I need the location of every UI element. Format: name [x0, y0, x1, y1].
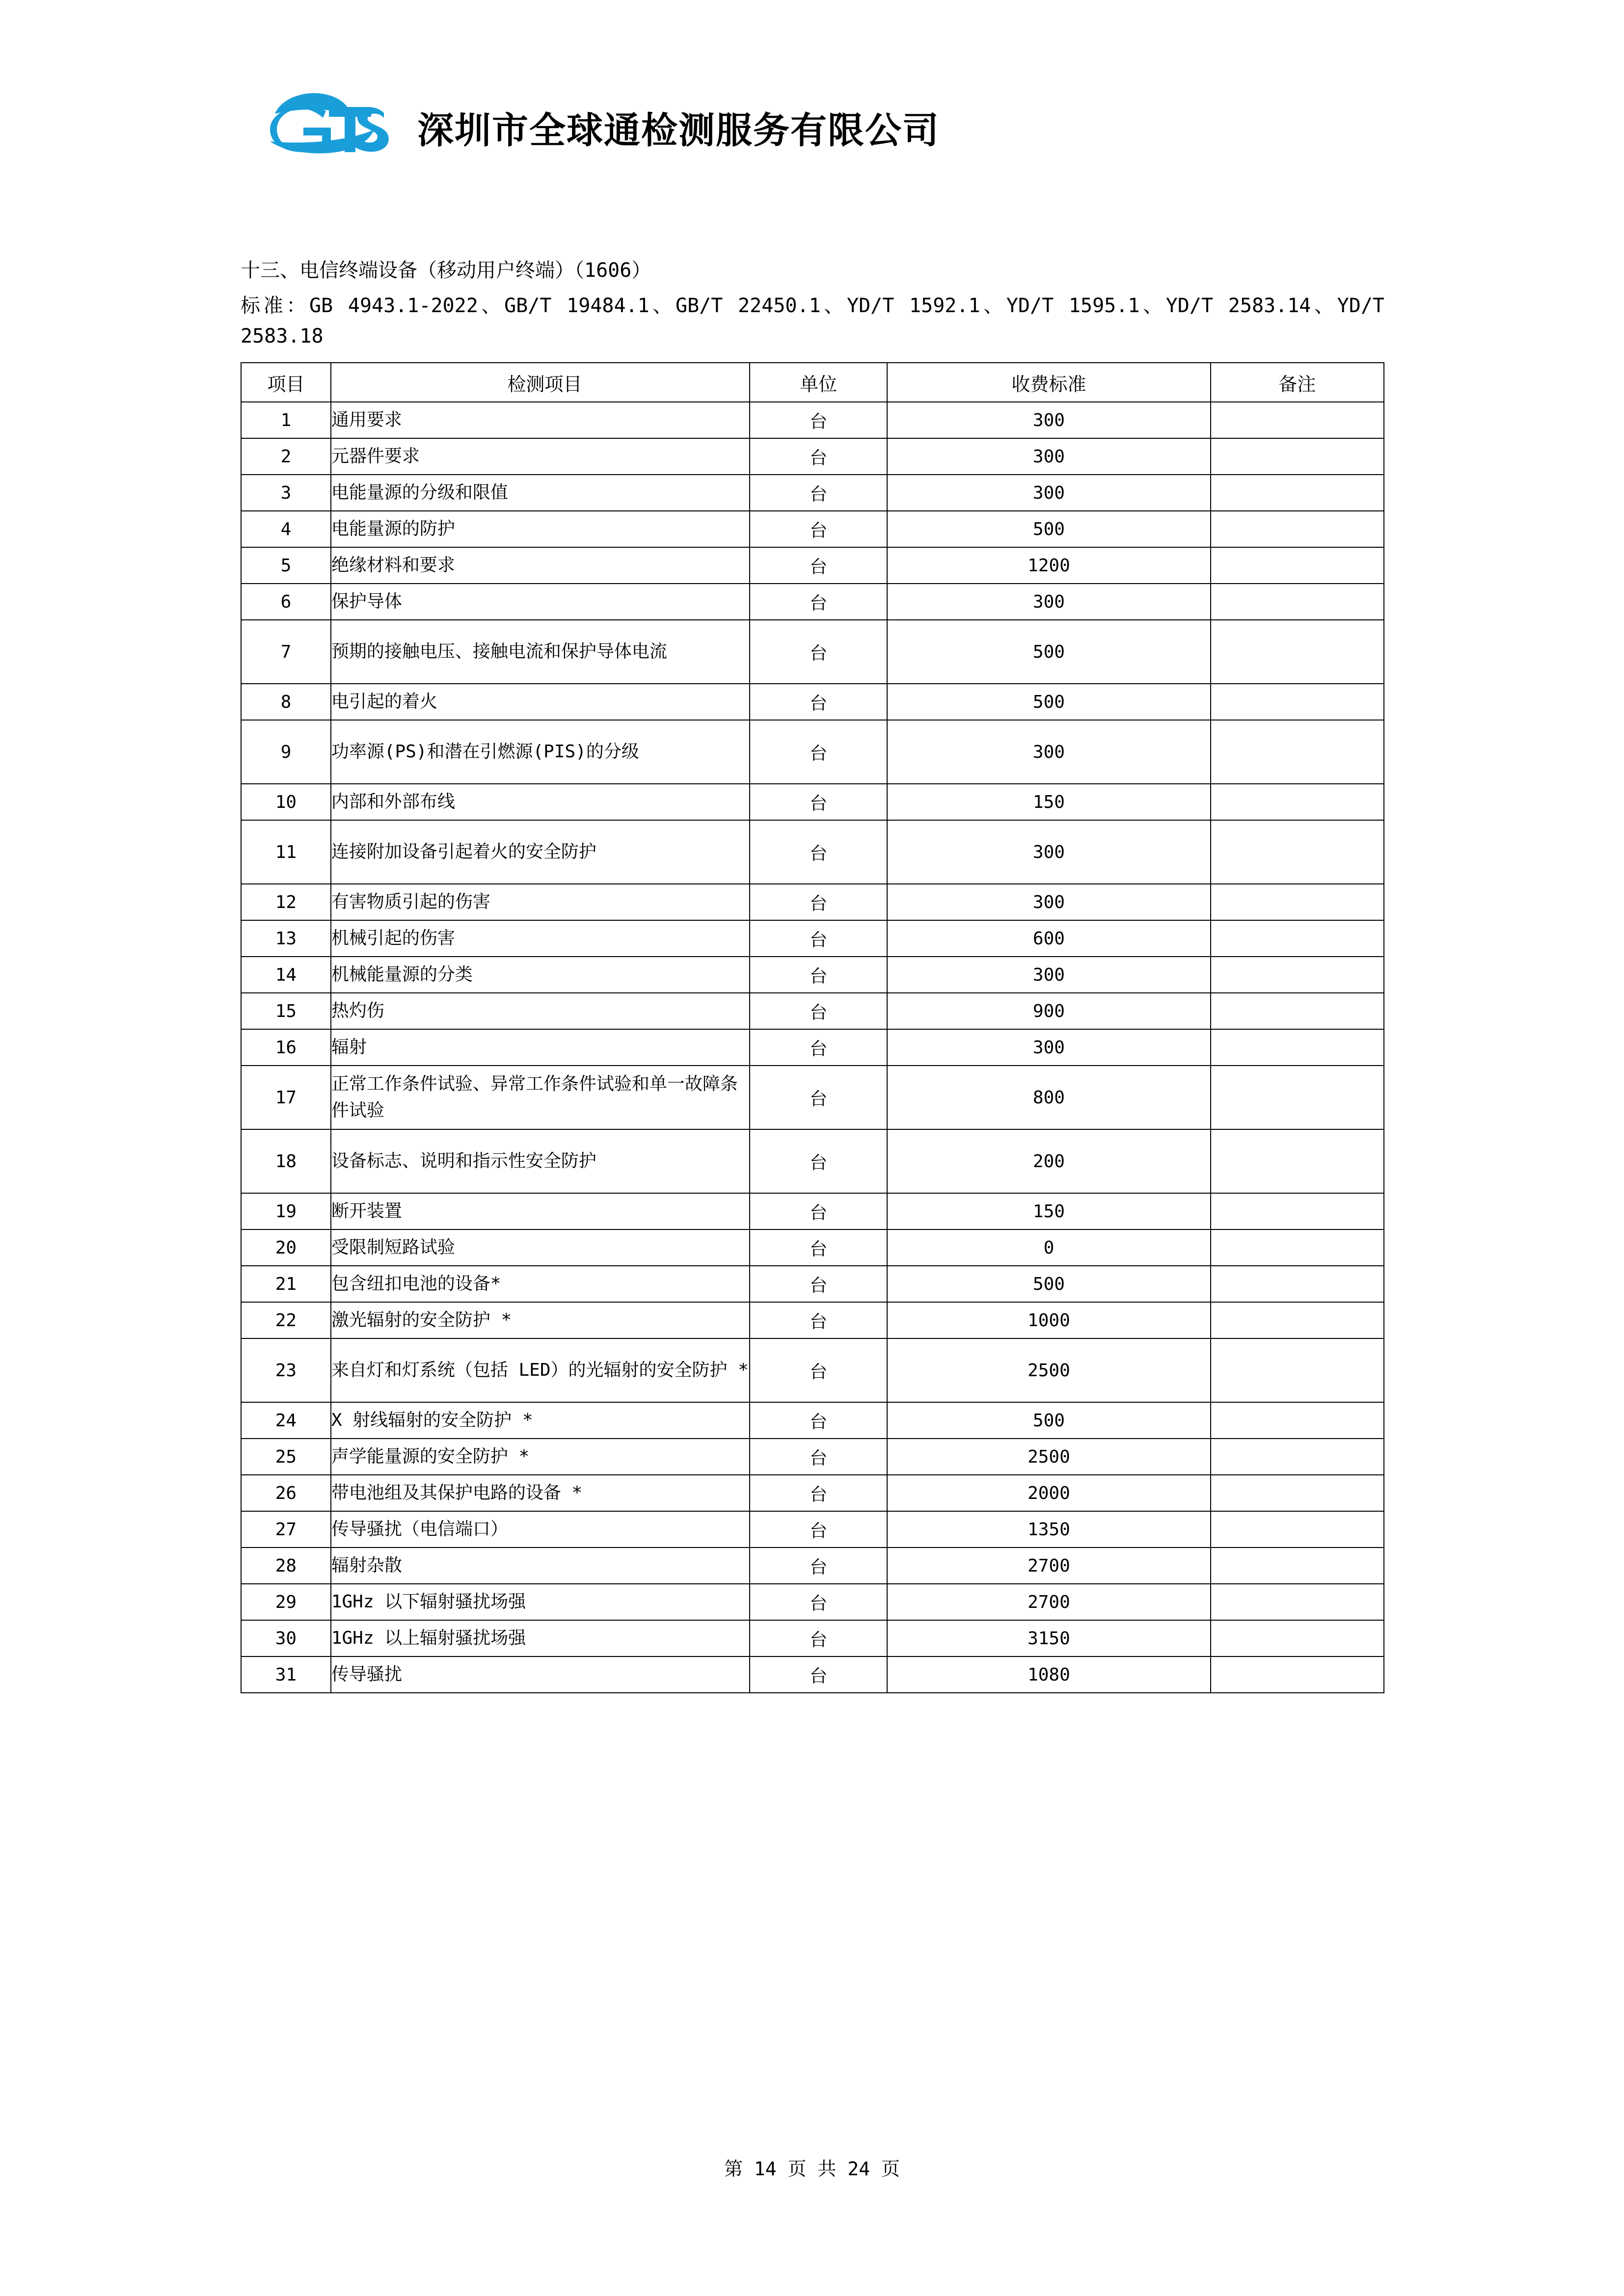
table-row: [241, 1656, 1384, 1693]
cell-unit: 台: [750, 993, 887, 1029]
cell-fee: 300: [887, 957, 1210, 993]
cell-item: 热灼伤: [331, 993, 750, 1029]
cell-note: [1211, 1620, 1384, 1656]
cell-item: 辐射: [331, 1029, 750, 1066]
cell-fee: 2700: [887, 1584, 1210, 1620]
cell-note: [1211, 1656, 1384, 1693]
cell-unit: 台: [750, 1302, 887, 1338]
cell-no: 15: [241, 993, 331, 1029]
cell-unit: 台: [750, 684, 887, 720]
table-row: [241, 1439, 1384, 1475]
cell-no: 9: [241, 720, 331, 784]
cell-note: [1211, 684, 1384, 720]
cell-unit: 台: [750, 475, 887, 511]
cell-unit: 台: [750, 1338, 887, 1402]
cell-no: 16: [241, 1029, 331, 1066]
cell-unit: 台: [750, 547, 887, 584]
cell-fee: 1000: [887, 1302, 1210, 1338]
cell-unit: 台: [750, 438, 887, 475]
cell-fee: 1080: [887, 1656, 1210, 1693]
cell-note: [1211, 1066, 1384, 1129]
cell-note: [1211, 820, 1384, 884]
table-row: [241, 1193, 1384, 1229]
cell-unit: 台: [750, 1193, 887, 1229]
cell-item: 有害物质引起的伤害: [331, 884, 750, 920]
cell-unit: 台: [750, 1266, 887, 1302]
cell-item: 传导骚扰（电信端口）: [331, 1511, 750, 1548]
cell-note: [1211, 720, 1384, 784]
cell-note: [1211, 784, 1384, 820]
table-row: [241, 820, 1384, 884]
cell-unit: 台: [750, 1656, 887, 1693]
cell-fee: 1200: [887, 547, 1210, 584]
cell-no: 26: [241, 1475, 331, 1511]
cell-fee: 150: [887, 784, 1210, 820]
cell-no: 1: [241, 402, 331, 438]
table-row: [241, 511, 1384, 547]
cell-no: 29: [241, 1584, 331, 1620]
cell-unit: 台: [750, 884, 887, 920]
cell-item: 包含纽扣电池的设备*: [331, 1266, 750, 1302]
cell-unit: 台: [750, 1620, 887, 1656]
cell-fee: 2700: [887, 1548, 1210, 1584]
cell-no: 21: [241, 1266, 331, 1302]
cell-note: [1211, 511, 1384, 547]
cell-fee: 150: [887, 1193, 1210, 1229]
cell-note: [1211, 620, 1384, 684]
cell-item: 电能量源的分级和限值: [331, 475, 750, 511]
header-cell-unit: 单位: [750, 363, 887, 402]
cell-fee: 2500: [887, 1338, 1210, 1402]
cell-item: 连接附加设备引起着火的安全防护: [331, 820, 750, 884]
table-row: [241, 438, 1384, 475]
cell-no: 30: [241, 1620, 331, 1656]
header-cell-note: 备注: [1211, 363, 1384, 402]
table-row: [241, 1548, 1384, 1584]
standard-label: 标准：: [241, 294, 309, 317]
document-header: [255, 79, 940, 177]
cell-unit: 台: [750, 1475, 887, 1511]
cell-fee: 300: [887, 475, 1210, 511]
cell-unit: 台: [750, 1029, 887, 1066]
table-row: [241, 1584, 1384, 1620]
cell-fee: 500: [887, 511, 1210, 547]
standard-text: GB 4943.1-2022、GB/T 19484.1、GB/T 22450.1、YD/T 1592.1、YD/T 1595.1、YD/T 2583.14、YD/T 2583.18: [241, 294, 1385, 347]
cell-no: 4: [241, 511, 331, 547]
cell-no: 11: [241, 820, 331, 884]
document-content: [241, 255, 1384, 1693]
table-row: [241, 684, 1384, 720]
cell-item: 辐射杂散: [331, 1548, 750, 1584]
cell-item: 声学能量源的安全防护 *: [331, 1439, 750, 1475]
table-row: [241, 547, 1384, 584]
cell-no: 7: [241, 620, 331, 684]
cell-item: 正常工作条件试验、异常工作条件试验和单一故障条件试验: [331, 1066, 750, 1129]
cell-fee: 500: [887, 1266, 1210, 1302]
cell-item: 机械能量源的分类: [331, 957, 750, 993]
cell-no: 23: [241, 1338, 331, 1402]
cell-no: 2: [241, 438, 331, 475]
cell-item: 保护导体: [331, 584, 750, 620]
table-row: [241, 1402, 1384, 1439]
cell-fee: 300: [887, 402, 1210, 438]
table-body: [241, 402, 1384, 1693]
table-row: [241, 884, 1384, 920]
table-row: [241, 1302, 1384, 1338]
table-row: [241, 993, 1384, 1029]
cell-item: 元器件要求: [331, 438, 750, 475]
cell-item: 断开装置: [331, 1193, 750, 1229]
cell-no: 3: [241, 475, 331, 511]
table-row: [241, 920, 1384, 957]
cell-item: 绝缘材料和要求: [331, 547, 750, 584]
cell-note: [1211, 920, 1384, 957]
cell-unit: 台: [750, 1229, 887, 1266]
cell-item: 1GHz 以上辐射骚扰场强: [331, 1620, 750, 1656]
cell-unit: 台: [750, 720, 887, 784]
cell-unit: 台: [750, 511, 887, 547]
company-name: 深圳市全球通检测服务有限公司: [417, 109, 940, 152]
cell-unit: 台: [750, 584, 887, 620]
header-cell-fee: 收费标准: [887, 363, 1210, 402]
cell-unit: 台: [750, 402, 887, 438]
cell-fee: 2000: [887, 1475, 1210, 1511]
cell-note: [1211, 1193, 1384, 1229]
cell-fee: 300: [887, 884, 1210, 920]
cell-note: [1211, 1338, 1384, 1402]
cell-item: 传导骚扰: [331, 1656, 750, 1693]
table-row: [241, 1475, 1384, 1511]
cell-no: 25: [241, 1439, 331, 1475]
cell-item: 受限制短路试验: [331, 1229, 750, 1266]
cell-fee: 2500: [887, 1439, 1210, 1475]
cell-item: 来自灯和灯系统（包括 LED）的光辐射的安全防护 *: [331, 1338, 750, 1402]
cell-unit: 台: [750, 957, 887, 993]
cell-no: 24: [241, 1402, 331, 1439]
cell-item: 带电池组及其保护电路的设备 *: [331, 1475, 750, 1511]
table-row: [241, 1029, 1384, 1066]
table-row: [241, 957, 1384, 993]
cell-no: 27: [241, 1511, 331, 1548]
cell-fee: 300: [887, 720, 1210, 784]
table-row: [241, 475, 1384, 511]
cell-unit: 台: [750, 920, 887, 957]
cell-unit: 台: [750, 1129, 887, 1193]
cell-fee: 1350: [887, 1511, 1210, 1548]
cell-no: 28: [241, 1548, 331, 1584]
cell-no: 20: [241, 1229, 331, 1266]
cell-fee: 200: [887, 1129, 1210, 1193]
cell-item: 预期的接触电压、接触电流和保护导体电流: [331, 620, 750, 684]
cell-item: 设备标志、说明和指示性安全防护: [331, 1129, 750, 1193]
cell-fee: 3150: [887, 1620, 1210, 1656]
cell-note: [1211, 1229, 1384, 1266]
table-row: [241, 1338, 1384, 1402]
cell-no: 13: [241, 920, 331, 957]
cell-no: 12: [241, 884, 331, 920]
table-row: [241, 584, 1384, 620]
table-row: [241, 720, 1384, 784]
cell-note: [1211, 1475, 1384, 1511]
cell-no: 19: [241, 1193, 331, 1229]
cell-item: 激光辐射的安全防护 *: [331, 1302, 750, 1338]
cell-item: 1GHz 以下辐射骚扰场强: [331, 1584, 750, 1620]
cell-no: 10: [241, 784, 331, 820]
cell-fee: 500: [887, 620, 1210, 684]
table-row: [241, 1266, 1384, 1302]
cell-unit: 台: [750, 1402, 887, 1439]
gts-logo-icon: [255, 79, 398, 177]
table-header-row: [241, 363, 1384, 402]
cell-unit: 台: [750, 784, 887, 820]
cell-fee: 800: [887, 1066, 1210, 1129]
cell-note: [1211, 402, 1384, 438]
cell-note: [1211, 547, 1384, 584]
cell-note: [1211, 1302, 1384, 1338]
cell-note: [1211, 1129, 1384, 1193]
table-row: [241, 620, 1384, 684]
cell-no: 31: [241, 1656, 331, 1693]
header-cell-no: 项目: [241, 363, 331, 402]
cell-fee: 0: [887, 1229, 1210, 1266]
cell-no: 8: [241, 684, 331, 720]
cell-note: [1211, 1584, 1384, 1620]
cell-note: [1211, 1029, 1384, 1066]
cell-item: 内部和外部布线: [331, 784, 750, 820]
cell-note: [1211, 475, 1384, 511]
cell-fee: 500: [887, 684, 1210, 720]
cell-no: 6: [241, 584, 331, 620]
cell-note: [1211, 1548, 1384, 1584]
cell-unit: 台: [750, 1548, 887, 1584]
cell-note: [1211, 1402, 1384, 1439]
cell-item: 电引起的着火: [331, 684, 750, 720]
section-title: 十三、电信终端设备（移动用户终端）（1606）: [241, 259, 651, 282]
header-cell-item: 检测项目: [331, 363, 750, 402]
cell-no: 18: [241, 1129, 331, 1193]
cell-fee: 300: [887, 584, 1210, 620]
cell-fee: 500: [887, 1402, 1210, 1439]
cell-unit: 台: [750, 620, 887, 684]
cell-no: 22: [241, 1302, 331, 1338]
page-footer: 第 14 页 共 24 页: [724, 2158, 900, 2180]
cell-note: [1211, 884, 1384, 920]
cell-item: 电能量源的防护: [331, 511, 750, 547]
cell-no: 14: [241, 957, 331, 993]
cell-fee: 300: [887, 820, 1210, 884]
cell-no: 5: [241, 547, 331, 584]
cell-note: [1211, 993, 1384, 1029]
fee-table: [241, 362, 1384, 1693]
table-row: [241, 784, 1384, 820]
cell-item: 机械引起的伤害: [331, 920, 750, 957]
cell-item: X 射线辐射的安全防护 *: [331, 1402, 750, 1439]
table-row: [241, 1620, 1384, 1656]
cell-fee: 300: [887, 438, 1210, 475]
table-row: [241, 1229, 1384, 1266]
table-row: [241, 402, 1384, 438]
standard-line: [241, 291, 1384, 351]
cell-note: [1211, 1511, 1384, 1548]
cell-note: [1211, 1266, 1384, 1302]
cell-note: [1211, 1439, 1384, 1475]
table-row: [241, 1129, 1384, 1193]
cell-note: [1211, 584, 1384, 620]
cell-unit: 台: [750, 1511, 887, 1548]
table-row: [241, 1066, 1384, 1129]
table-row: [241, 1511, 1384, 1548]
cell-unit: 台: [750, 820, 887, 884]
cell-note: [1211, 957, 1384, 993]
cell-note: [1211, 438, 1384, 475]
cell-fee: 900: [887, 993, 1210, 1029]
cell-fee: 300: [887, 1029, 1210, 1066]
cell-fee: 600: [887, 920, 1210, 957]
cell-item: 通用要求: [331, 402, 750, 438]
cell-item: 功率源(PS)和潜在引燃源(PIS)的分级: [331, 720, 750, 784]
cell-no: 17: [241, 1066, 331, 1129]
cell-unit: 台: [750, 1584, 887, 1620]
cell-unit: 台: [750, 1439, 887, 1475]
cell-unit: 台: [750, 1066, 887, 1129]
